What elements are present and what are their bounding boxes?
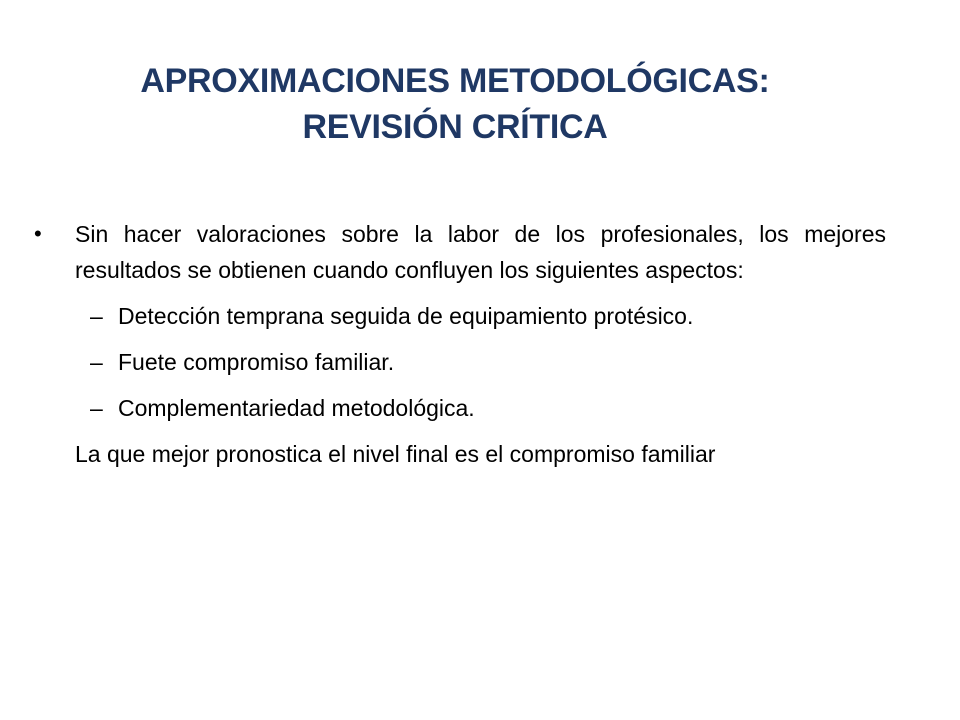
title-line-1: APROXIMACIONES METODOLÓGICAS: — [140, 62, 770, 100]
slide-body — [34, 216, 886, 472]
dash-icon: – — [90, 303, 103, 329]
sub-item-text: Detección temprana seguida de equipamiento protésico. — [118, 303, 694, 329]
sub-item — [90, 390, 886, 426]
sub-item — [90, 298, 886, 334]
closing-note: La que mejor pronostica el nivel final es el compromiso familiar — [75, 441, 716, 467]
dash-icon: – — [90, 349, 103, 375]
title-line-2: REVISIÓN CRÍTICA — [302, 108, 608, 146]
sub-list — [34, 298, 886, 426]
bullet-text: Sin hacer valoraciones sobre la labor de los profesionales, los mejores resultados se obtienen cuando confluyen los siguientes aspectos: — [75, 221, 886, 283]
slide-title — [60, 58, 850, 150]
sub-item-text: Fuete compromiso familiar. — [118, 349, 395, 375]
bullet-icon: • — [34, 221, 42, 246]
sub-item — [90, 344, 886, 380]
dash-icon: – — [90, 395, 103, 421]
bullet-item — [34, 216, 886, 288]
sub-item-text: Complementariedad metodológica. — [118, 395, 475, 421]
